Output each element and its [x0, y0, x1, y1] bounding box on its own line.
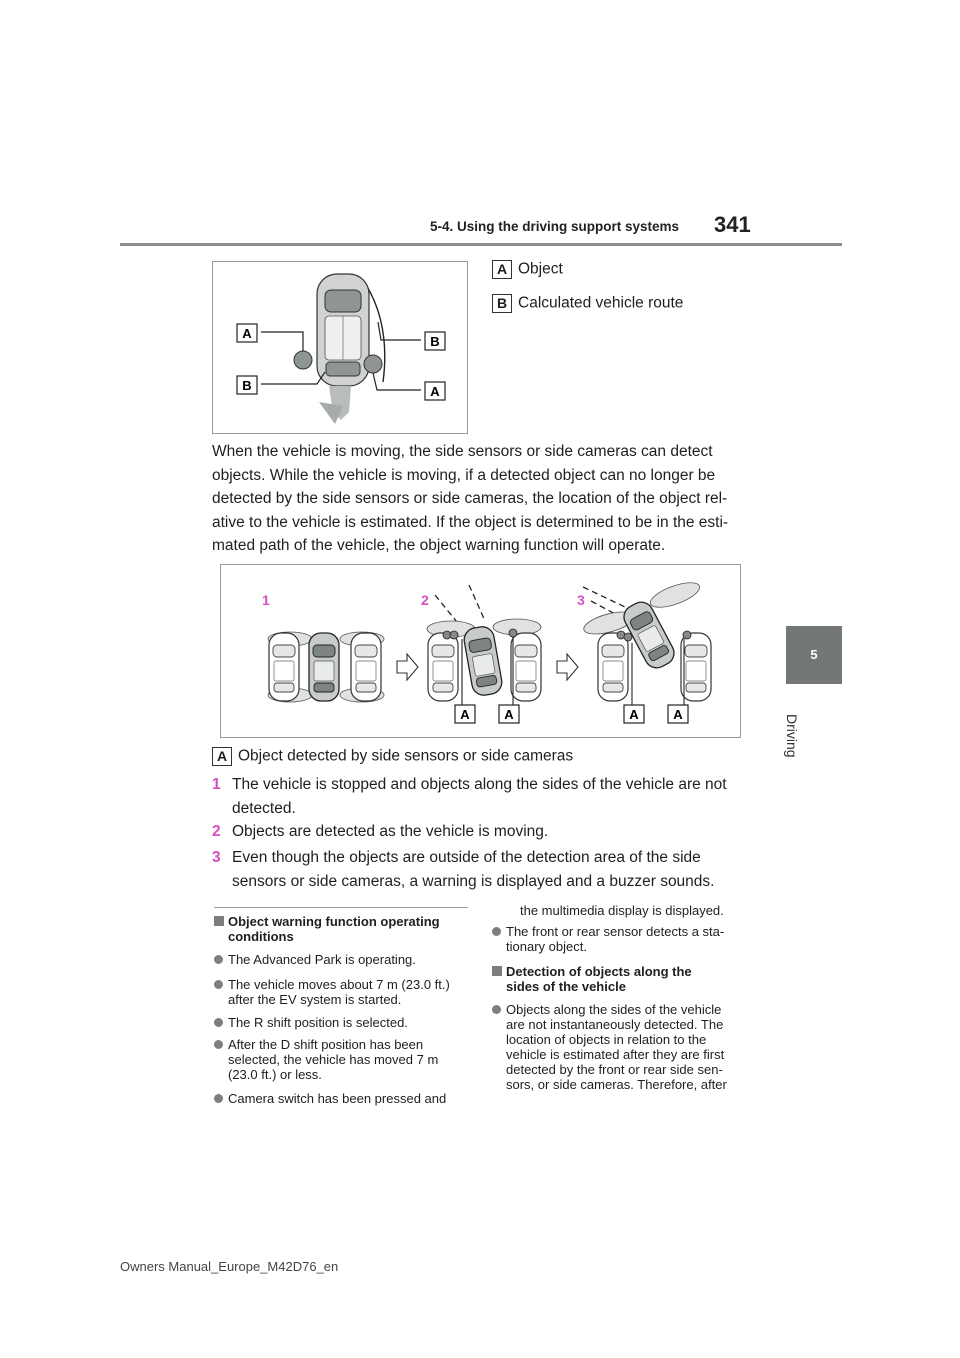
legend-key: A	[212, 747, 232, 766]
page-number: 341	[714, 212, 751, 237]
chapter-label	[772, 694, 822, 784]
document-footer: Owners Manual_Europe_M42D76_en	[120, 1259, 339, 1274]
figure-detection-illustration	[221, 565, 742, 739]
bullet-line: Camera switch has been pressed and	[228, 1091, 447, 1106]
legend-text: Object detected by side sensors or side cameras	[238, 747, 574, 765]
subheading-line: conditions	[228, 929, 294, 944]
square-bullet-icon	[492, 966, 502, 976]
step-item	[212, 820, 757, 844]
bullet-line: Objects along the sides of the vehicle	[506, 1002, 722, 1017]
bullet-line: The R shift position is selected.	[228, 1015, 408, 1030]
step-number-1: 1	[262, 592, 270, 608]
figure-object-route-illustration	[213, 262, 469, 435]
bullet-line: The vehicle moves about 7 m (23.0 ft.)	[228, 977, 450, 992]
legend-key: A	[492, 260, 512, 279]
object-left	[294, 351, 312, 369]
paragraph-line: objects. While the vehicle is moving, if a detected object can no longer be	[212, 466, 716, 484]
bullet-item	[214, 952, 474, 967]
step-item	[212, 846, 757, 893]
figure2-label: A	[460, 707, 470, 722]
car-top-view	[317, 274, 369, 386]
bullet-line: vehicle is estimated after they are first	[506, 1047, 725, 1062]
circle-bullet-icon	[214, 980, 223, 989]
bullet-line: are not instantaneously detected. The	[506, 1017, 724, 1032]
scene-moving	[427, 585, 541, 705]
circle-bullet-icon	[214, 955, 223, 964]
scene-warning	[582, 578, 711, 705]
bullet-item	[214, 1091, 474, 1106]
step-number-3: 3	[577, 592, 585, 608]
step-text-line: The vehicle is stopped and objects along the sides of the vehicle are not	[232, 776, 727, 793]
figure1-label: B	[242, 378, 252, 393]
bullet-item	[492, 1002, 754, 1092]
body-paragraph	[212, 440, 752, 558]
header-rule	[120, 243, 842, 246]
sequence-arrow-1	[397, 654, 418, 680]
bullet-line: The front or rear sensor detects a sta-	[506, 924, 725, 939]
bullet-item	[214, 1015, 474, 1030]
sequence-arrow-2	[557, 654, 578, 680]
figure2-label: A	[629, 707, 639, 722]
bullet-line: After the D shift position has been	[228, 1037, 424, 1052]
legend-text: Calculated vehicle route	[518, 294, 684, 312]
subheading-line: Object warning function operating	[228, 914, 440, 929]
circle-bullet-icon	[214, 1018, 223, 1027]
bullet-line: after the EV system is started.	[228, 992, 402, 1007]
step-text-line: Even though the objects are outside of the detection area of the side	[232, 849, 701, 866]
subheading-line: Detection of objects along the	[506, 964, 692, 979]
circle-bullet-icon	[214, 1040, 223, 1049]
legend-object	[492, 260, 563, 279]
circle-bullet-icon	[492, 1005, 501, 1014]
step-text-line: detected.	[232, 799, 296, 817]
paragraph-line: detected by the side sensors or side cameras, the location of the object rel-	[212, 490, 728, 508]
square-bullet-icon	[214, 916, 224, 926]
bullet-line: detected by the front or rear side sen-	[506, 1062, 723, 1077]
paragraph-line: When the vehicle is moving, the side sensors or side cameras can detect	[212, 443, 713, 460]
bullet-item	[214, 977, 474, 1007]
figure1-label: A	[242, 326, 252, 341]
bullet-item	[214, 1037, 474, 1082]
section-title: 5-4. Using the driving support systems	[430, 219, 680, 234]
figure2-label: A	[504, 707, 514, 722]
legend-text: Object	[518, 260, 563, 278]
paragraph-line: mated path of the vehicle, the object warning function will operate.	[212, 537, 666, 555]
chapter-label-text: Driving	[784, 714, 800, 758]
figure-object-route	[212, 261, 468, 434]
bullet-line: selected, the vehicle has moved 7 m	[228, 1052, 439, 1067]
paragraph-line: ative to the vehicle is estimated. If the object is determined to be in the esti-	[212, 513, 729, 531]
subheading-conditions	[214, 914, 474, 944]
notes-divider	[214, 907, 468, 908]
step-number: 2	[212, 823, 221, 840]
chapter-tab: 5	[786, 626, 842, 684]
step-item	[212, 773, 757, 820]
bullet-line: sors, or side cameras. Therefore, after	[506, 1077, 727, 1092]
legend-key: B	[492, 294, 512, 313]
bullet-item	[492, 924, 754, 954]
bullet-line: (23.0 ft.) or less.	[228, 1067, 322, 1082]
step-number-2: 2	[421, 592, 429, 608]
circle-bullet-icon	[214, 1094, 223, 1103]
subheading-detection	[492, 964, 754, 994]
legend-route	[492, 294, 683, 313]
step-number: 1	[212, 776, 221, 793]
continuation-text: the multimedia display is displayed.	[520, 903, 724, 918]
figure1-label: A	[430, 384, 440, 399]
figure2-label: A	[673, 707, 683, 722]
bullet-line: The Advanced Park is operating.	[228, 952, 416, 967]
bullet-line: tionary object.	[506, 939, 587, 954]
figure-detection-sequence	[220, 564, 741, 738]
legend-detected-object	[212, 747, 573, 766]
step-text-line: sensors or side cameras, a warning is displayed and a buzzer sounds.	[232, 872, 715, 890]
figure1-label: B	[430, 334, 440, 349]
step-number: 3	[212, 849, 221, 866]
subheading-line: sides of the vehicle	[506, 979, 626, 994]
step-text-line: Objects are detected as the vehicle is moving.	[232, 823, 549, 840]
scene-stopped	[268, 632, 384, 702]
bullet-line: location of objects in relation to the	[506, 1032, 707, 1047]
object-right	[364, 355, 382, 373]
circle-bullet-icon	[492, 927, 501, 936]
